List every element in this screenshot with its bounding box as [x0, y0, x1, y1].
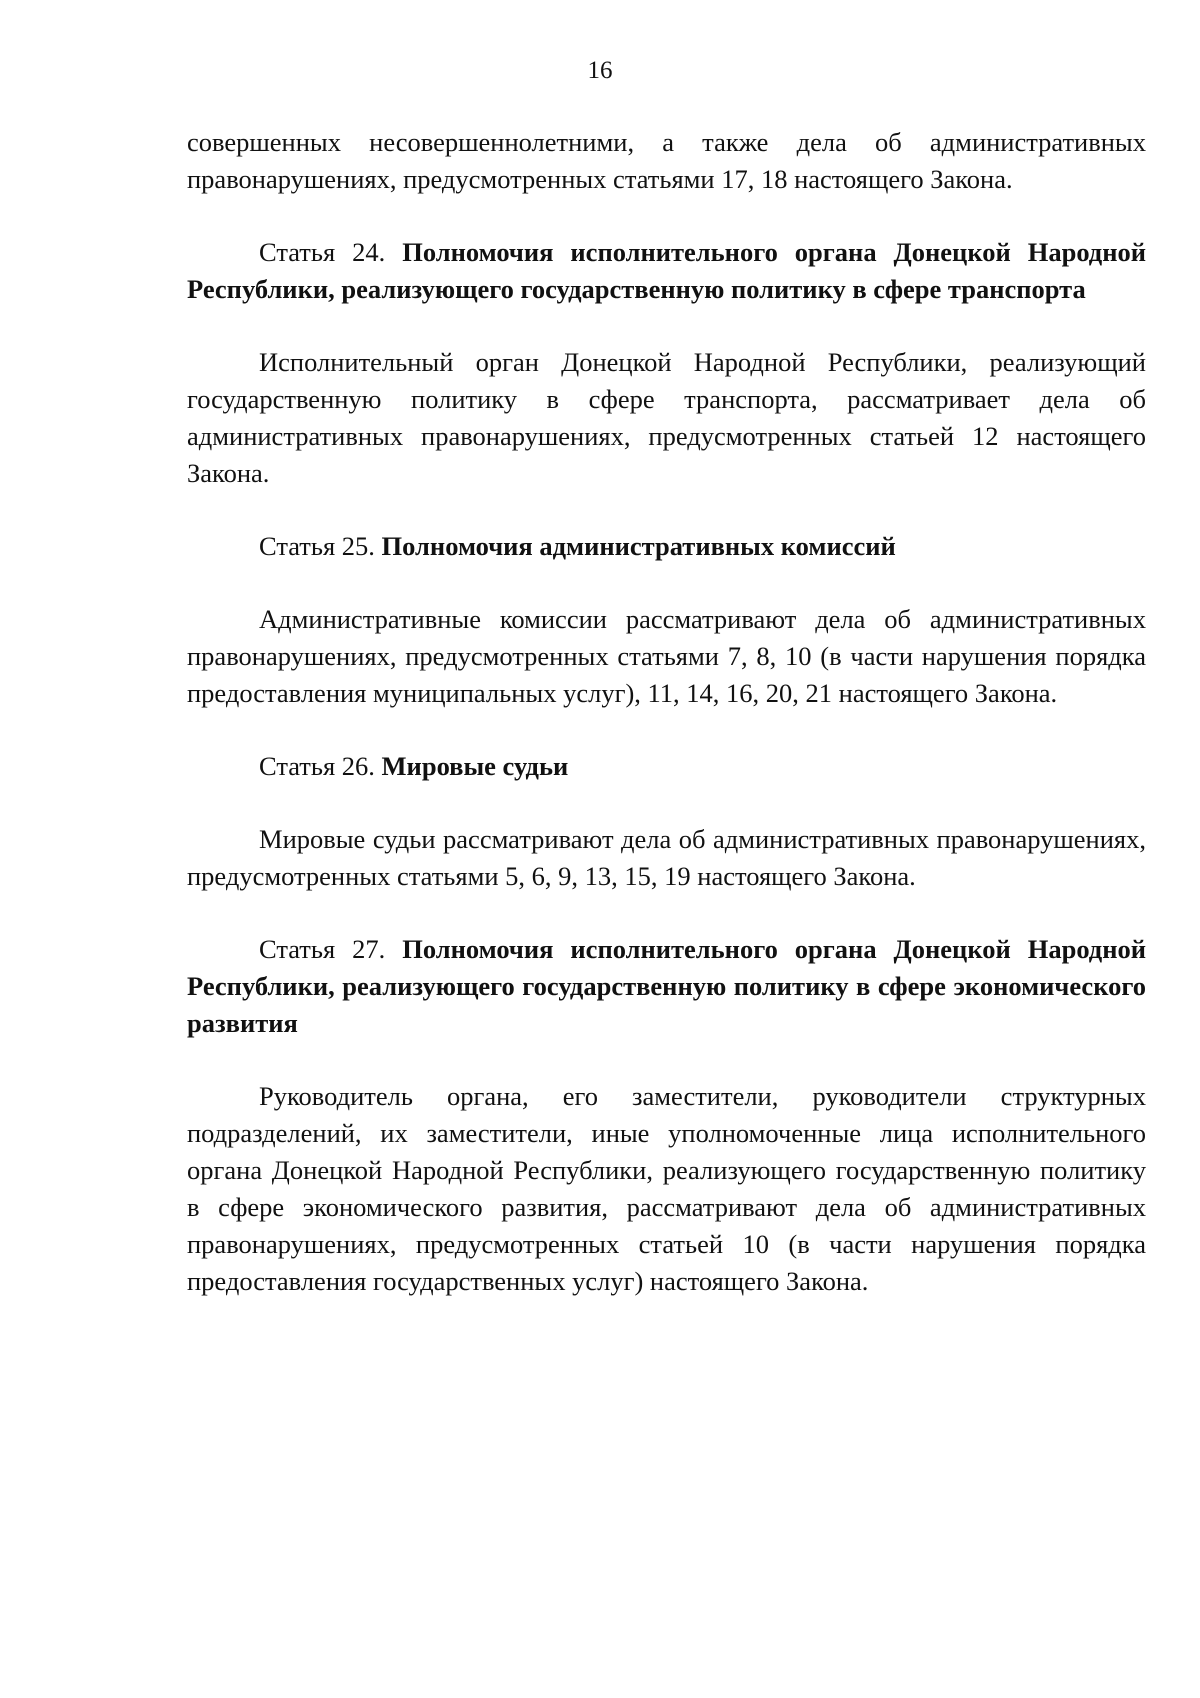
article-24-number: Статья 24.: [259, 237, 386, 267]
document-body: [187, 124, 1146, 1300]
article-27-body: Руководитель органа, его заместители, руководители структурных подразделений, их заместители, иные уполномоченные лица исполнительного органа Донецкой Народной Республики, реализующего государственную политику в сфере экономического развития, рассматривают дела об административных правонарушениях, предусмотренных статьей 10 (в части нарушения порядка предоставления государственных услуг) настоящего Закона.: [187, 1081, 1146, 1296]
article-27-number: Статья 27.: [259, 934, 386, 964]
article-26-number: Статья 26.: [259, 751, 375, 781]
article-27-heading: [187, 931, 1146, 1042]
article-26-title: Мировые судьи: [381, 751, 569, 781]
page-number: 16: [587, 57, 613, 84]
article-26-heading: [187, 748, 1146, 785]
article-25-body: Административные комиссии рассматривают дела об административных правонарушениях, предусмотренных статьями 7, 8, 10 (в части нарушения порядка предоставления муниципальных услуг), 11, 14, 16, 20, 21 настоящего Закона.: [187, 604, 1146, 708]
article-24-body: Исполнительный орган Донецкой Народной Республики, реализующий государственную политику в сфере транспорта, рассматривает дела об административных правонарушениях, предусмотренных статьей 12 настоящего Закона.: [187, 347, 1146, 488]
article-25-number: Статья 25.: [259, 531, 375, 561]
article-25-heading: [187, 528, 1146, 565]
article-24-title: Полномочия исполнительного органа Донецкой Народной Республики, реализующего государственную политику в сфере транспорта: [187, 237, 1147, 304]
intro-paragraph: совершенных несовершеннолетними, а также дела об административных правонарушениях, предусмотренных статьями 17, 18 настоящего Закона.: [187, 127, 1146, 194]
article-27-title: Полномочия исполнительного органа Донецкой Народной Республики, реализующего государственную политику в сфере экономического развития: [187, 934, 1147, 1038]
article-24-heading: [187, 234, 1146, 308]
article-25-title: Полномочия административных комиссий: [381, 531, 896, 561]
article-26-body: Мировые судьи рассматривают дела об административных правонарушениях, предусмотренных статьями 5, 6, 9, 13, 15, 19 настоящего Закона.: [187, 824, 1146, 891]
